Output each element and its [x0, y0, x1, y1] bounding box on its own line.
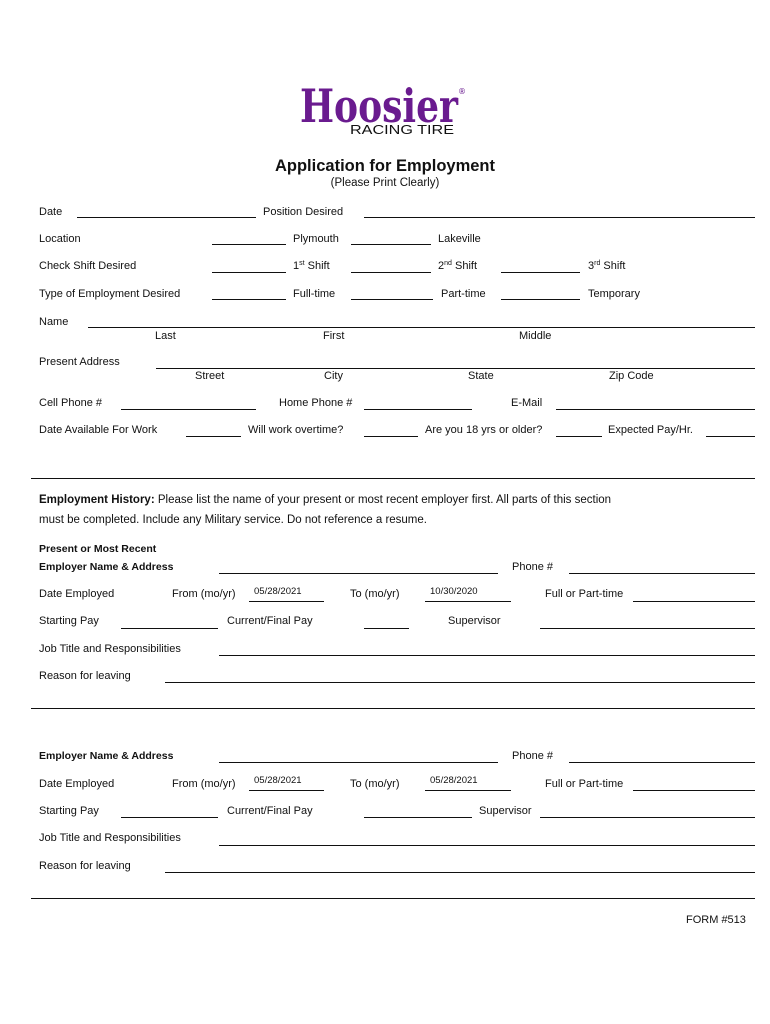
expected-pay-label: Expected Pay/Hr.	[608, 424, 693, 436]
employer1-supervisor-field[interactable]	[540, 628, 755, 629]
employer2-to-field[interactable]	[425, 790, 511, 791]
first-name-caption: First	[323, 330, 345, 342]
second-shift-check-field[interactable]	[351, 272, 431, 273]
lakeville-label: Lakeville	[438, 233, 481, 245]
full-time-check-field[interactable]	[212, 299, 286, 300]
date-field[interactable]	[77, 217, 256, 218]
employment-history-intro-line2: must be completed. Include any Military service. Do not reference a resume.	[39, 514, 427, 526]
employment-history-heading: Employment History:	[39, 494, 155, 506]
plymouth-check-field[interactable]	[212, 244, 286, 245]
lakeville-check-field[interactable]	[351, 244, 431, 245]
overtime-field[interactable]	[364, 436, 418, 437]
employer2-to-value[interactable]: 05/28/2021	[430, 775, 478, 786]
employer-divider	[31, 708, 755, 709]
employment-type-label: Type of Employment Desired	[39, 288, 181, 300]
cell-phone-label: Cell Phone #	[39, 397, 102, 409]
employer2-from-field[interactable]	[249, 790, 324, 791]
employer2-to-label: To (mo/yr)	[350, 778, 400, 790]
employer1-job-title-field[interactable]	[219, 655, 755, 656]
employer2-starting-pay-label: Starting Pay	[39, 805, 99, 817]
middle-name-caption: Middle	[519, 330, 552, 342]
first-shift-check-field[interactable]	[212, 272, 286, 273]
logo-word: Hoosier	[300, 79, 459, 133]
employer1-starting-pay-field[interactable]	[121, 628, 218, 629]
present-address-label: Present Address	[39, 356, 120, 368]
employer2-phone-field[interactable]	[569, 762, 755, 763]
date-available-field[interactable]	[186, 436, 241, 437]
footer-divider	[31, 898, 755, 899]
plymouth-label: Plymouth	[293, 233, 339, 245]
employer1-to-label: To (mo/yr)	[350, 588, 400, 600]
form-title: Application for Employment	[274, 157, 495, 175]
full-time-label: Full-time	[293, 288, 336, 300]
logo-subtitle: RACING TIRE	[350, 122, 455, 136]
first-shift-label: 1st Shift	[293, 260, 330, 272]
employer2-job-title-field[interactable]	[219, 845, 755, 846]
email-field[interactable]	[556, 409, 755, 410]
form-number: FORM #513	[686, 914, 746, 926]
part-time-label: Part-time	[441, 288, 486, 300]
logo-mark: ®	[458, 87, 466, 96]
employer1-from-label: From (mo/yr)	[172, 588, 236, 600]
hoosier-logo	[298, 78, 470, 136]
employer2-starting-pay-field[interactable]	[121, 817, 218, 818]
email-label: E-Mail	[511, 397, 543, 409]
employer1-name-address-label: Employer Name & Address	[39, 561, 174, 573]
city-caption: City	[324, 370, 343, 382]
employer1-current-pay-field[interactable]	[364, 628, 409, 629]
street-caption: Street	[195, 370, 225, 382]
present-address-field[interactable]	[156, 368, 755, 369]
employer1-full-part-label: Full or Part-time	[545, 588, 624, 600]
employer1-reason-label: Reason for leaving	[39, 670, 131, 682]
employer1-to-value[interactable]: 10/30/2020	[430, 586, 478, 597]
last-name-caption: Last	[155, 330, 176, 342]
expected-pay-field[interactable]	[706, 436, 755, 437]
employer2-name-address-label: Employer Name & Address	[39, 750, 174, 762]
employer2-date-employed-label: Date Employed	[39, 778, 115, 790]
location-label: Location	[39, 233, 81, 245]
home-phone-label: Home Phone #	[279, 397, 353, 409]
temporary-label: Temporary	[588, 288, 640, 300]
employer2-supervisor-label: Supervisor	[479, 805, 532, 817]
cell-phone-field[interactable]	[121, 409, 256, 410]
employer1-supervisor-label: Supervisor	[448, 615, 501, 627]
position-desired-field[interactable]	[364, 217, 755, 218]
employer1-date-employed-label: Date Employed	[39, 588, 115, 600]
third-shift-label: 3rd Shift	[588, 260, 626, 272]
employer2-from-value[interactable]: 05/28/2021	[254, 775, 302, 786]
employer1-starting-pay-label: Starting Pay	[39, 615, 99, 627]
employer2-reason-field[interactable]	[165, 872, 755, 873]
age18-field[interactable]	[556, 436, 602, 437]
name-field[interactable]	[88, 327, 755, 328]
employer1-name-address-field[interactable]	[219, 573, 498, 574]
name-label: Name	[39, 316, 69, 328]
part-time-check-field[interactable]	[351, 299, 433, 300]
employer2-reason-label: Reason for leaving	[39, 860, 131, 872]
employer2-full-part-field[interactable]	[633, 790, 755, 791]
second-shift-label: 2nd Shift	[438, 260, 477, 272]
third-shift-check-field[interactable]	[501, 272, 580, 273]
overtime-label: Will work overtime?	[248, 424, 344, 436]
employer2-phone-label: Phone #	[512, 750, 553, 762]
position-desired-label: Position Desired	[263, 206, 344, 218]
employer1-from-value[interactable]: 05/28/2021	[254, 586, 302, 597]
employer1-to-field[interactable]	[425, 601, 511, 602]
employer1-job-title-label: Job Title and Responsibilities	[39, 643, 181, 655]
zip-caption: Zip Code	[609, 370, 654, 382]
employer2-name-address-field[interactable]	[219, 762, 498, 763]
employer2-current-pay-field[interactable]	[364, 817, 472, 818]
state-caption: State	[468, 370, 494, 382]
date-available-label: Date Available For Work	[39, 424, 158, 436]
check-shift-label: Check Shift Desired	[39, 260, 137, 272]
form-subtitle: (Please Print Clearly)	[330, 177, 440, 189]
home-phone-field[interactable]	[364, 409, 472, 410]
employer1-phone-field[interactable]	[569, 573, 755, 574]
employer1-from-field[interactable]	[249, 601, 324, 602]
date-label: Date	[39, 206, 63, 218]
employer2-from-label: From (mo/yr)	[172, 778, 236, 790]
age18-label: Are you 18 yrs or older?	[425, 424, 543, 436]
employer2-job-title-label: Job Title and Responsibilities	[39, 832, 181, 844]
employer2-current-pay-label: Current/Final Pay	[227, 805, 313, 817]
employment-history-intro: Employment History: Please list the name of your present or most recent employer first. All parts of this section	[39, 494, 612, 506]
employer1-full-part-field[interactable]	[633, 601, 755, 602]
present-employer-heading: Present or Most Recent	[39, 543, 157, 555]
section-divider	[31, 478, 755, 479]
employer1-phone-label: Phone #	[512, 561, 553, 573]
temporary-check-field[interactable]	[501, 299, 580, 300]
employer1-reason-field[interactable]	[165, 682, 755, 683]
employer1-current-pay-label: Current/Final Pay	[227, 615, 313, 627]
employer2-supervisor-field[interactable]	[540, 817, 755, 818]
employer2-full-part-label: Full or Part-time	[545, 778, 624, 790]
